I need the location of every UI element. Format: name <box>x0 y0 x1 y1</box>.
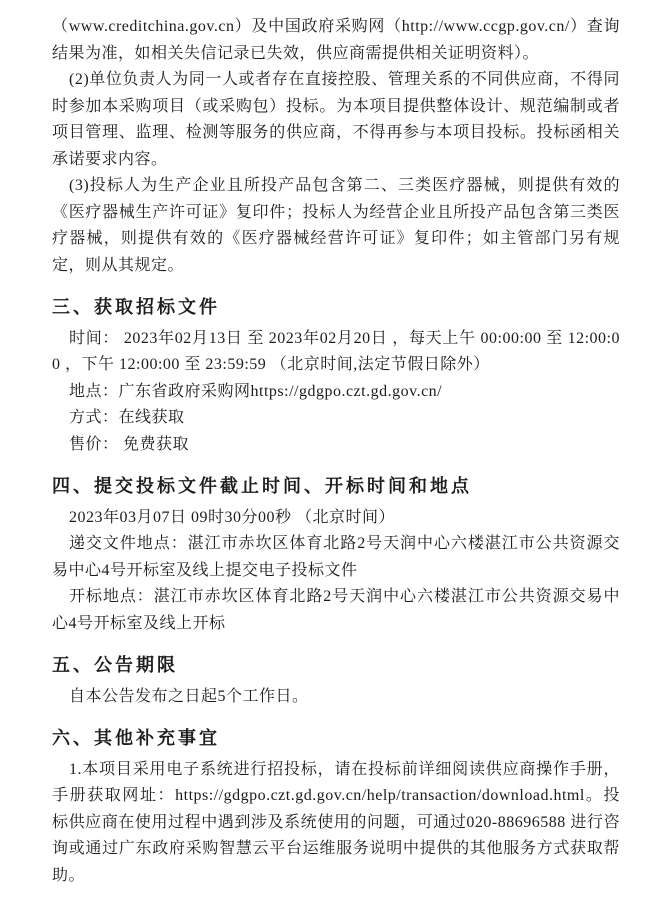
deadline-datetime-paragraph: 2023年03月07日 09时30分00秒 （北京时间） <box>69 508 396 526</box>
section-heading-announcement-period: 五、公告期限 <box>52 655 178 675</box>
section-heading-obtain-tender-documents: 三、获取招标文件 <box>52 297 220 317</box>
section-heading-other-matters: 六、其他补充事宜 <box>52 728 220 748</box>
tender-doc-time-paragraph: 时间： 2023年02月13日 至 2023年02月20日 ，每天上午 00:00:00 至 12:00:00 ，下午 12:00:00 至 23:59:59 （北京时间,法定节假日除外） <box>52 329 620 373</box>
intro-paragraph-item-3: (3)投标人为生产企业且所投产品包含第二、三类医疗器械，则提供有效的《医疗器械生产许可证》复印件；投标人为经营企业且所投产品包含第三类医疗器械，则提供有效的《医疗器械经营许可证》复印件；如主管部门另有规定，则从其规定。 <box>52 177 620 274</box>
bid-opening-location-paragraph: 开标地点：湛江市赤坎区体育北路2号天润中心六楼湛江市公共资源交易中心4号开标室及线上开标 <box>52 588 620 632</box>
tender-doc-method-paragraph: 方式：在线获取 <box>69 409 185 426</box>
submission-location-paragraph: 递交文件地点：湛江市赤坎区体育北路2号天润中心六楼湛江市公共资源交易中心4号开标室及线上提交电子投标文件 <box>52 535 620 579</box>
intro-paragraph-continuation: （www.creditchina.gov.cn）及中国政府采购网（http://www.ccgp.gov.cn/）查询结果为准，如相关失信记录已失效，供应商需提供相关证明资料）。 <box>52 18 620 62</box>
tender-doc-location-paragraph: 地点：广东省政府采购网https://gdgpo.czt.gd.gov.cn/ <box>69 382 443 400</box>
section-heading-submission-deadline: 四、提交投标文件截止时间、开标时间和地点 <box>52 476 472 496</box>
intro-paragraph-item-2: (2)单位负责人为同一人或者存在直接控股、管理关系的不同供应商，不得同时参加本采购项目（或采购包）投标。为本项目提供整体设计、规范编制或者项目管理、监理、检测等服务的供应商，不得再参与本项目投标。投标函相关承诺要求内容。 <box>52 71 620 168</box>
other-matters-paragraph: 1.本项目采用电子系统进行招投标，请在投标前详细阅读供应商操作手册，手册获取网址：https://gdgpo.czt.gd.gov.cn/help/transaction/download.html。投标供应商在使用过程中遇到涉及系统使用的问题，可通过020-88696588 进行咨询或通过广东政府采购智慧云平台运维服务说明中提供的其他服务方式获取帮助。 <box>52 760 620 884</box>
tender-doc-price-paragraph: 售价： 免费获取 <box>69 435 190 453</box>
announcement-period-paragraph: 自本公告发布之日起5个工作日。 <box>69 687 309 705</box>
